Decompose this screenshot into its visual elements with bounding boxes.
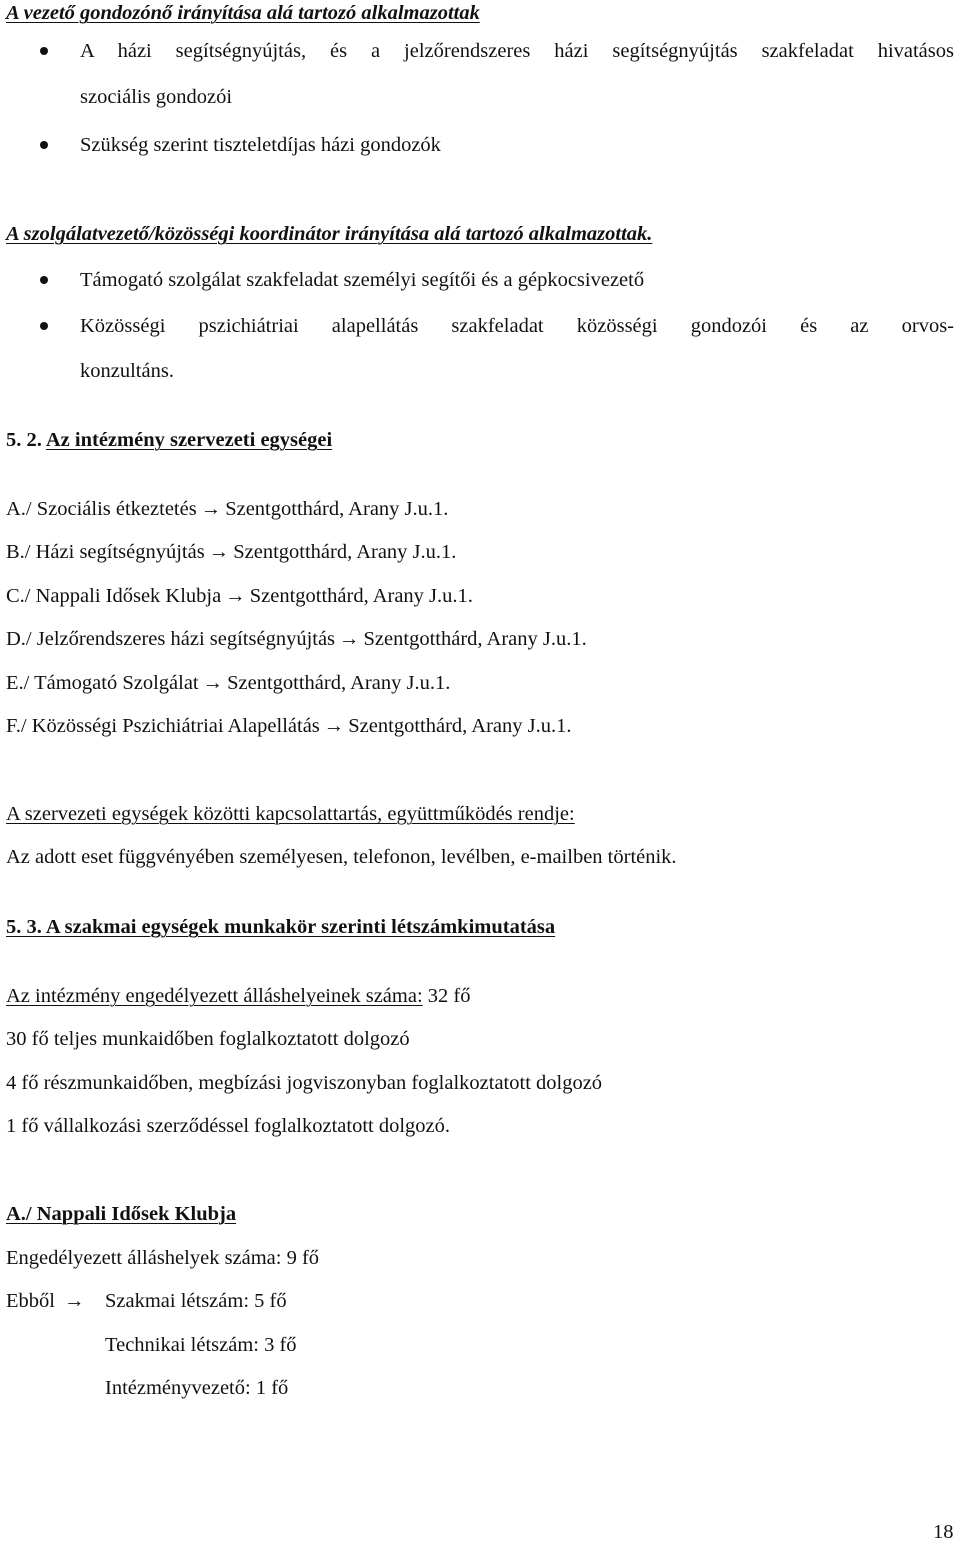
approved-positions [6, 984, 470, 1008]
unit-row-a [6, 497, 448, 521]
bullet-icon [40, 141, 48, 149]
staff-line-1: 30 fő teljes munkaidőben foglalkoztatott dolgozó [6, 1028, 410, 1050]
bullet-icon [40, 322, 48, 330]
unit-address: Szentgotthárd, Arany J.u.1. [363, 628, 587, 650]
unit-row-c [6, 584, 473, 608]
section52-title: Az intézmény szervezeti egységei [45, 429, 333, 451]
unit-row-b [6, 540, 456, 564]
section52-number: 5. 2. [6, 429, 42, 451]
club-of-which-row [6, 1289, 89, 1313]
unit-row-e [6, 671, 450, 695]
unit-address: Szentgotthárd, Arany J.u.1. [249, 585, 473, 607]
staff-line-2: 4 fő részmunkaidőben, megbízási jogviszonyban foglalkoztatott dolgozó [6, 1072, 603, 1094]
club-technical: Technikai létszám: 3 fő [105, 1334, 297, 1356]
section52-heading [6, 428, 332, 452]
unit-address: Szentgotthárd, Arany J.u.1. [225, 498, 449, 520]
unit-label: B./ Házi segítségnyújtás [6, 541, 205, 563]
club-professional: Szakmai létszám: 5 fő [105, 1290, 287, 1312]
section1-bullet2: Szükség szerint tiszteletdíjas házi gondozók [80, 134, 441, 156]
arrow-right-icon: → [339, 628, 360, 650]
unit-row-f [6, 714, 571, 738]
contact-text: Az adott eset függvényében személyesen, telefonon, levélben, e-mailben történik. [6, 846, 677, 868]
unit-label: E./ Támogató Szolgálat [6, 672, 199, 694]
section2-bullet2-line2: konzultáns. [80, 360, 174, 382]
contact-heading: A szervezeti egységek közötti kapcsolattartás, együttműködés rendje: [6, 803, 575, 825]
section53-heading: 5. 3. A szakmai egységek munkakör szerinti létszámkimutatása [6, 916, 556, 938]
arrow-right-icon: → [225, 585, 246, 607]
arrow-right-icon: → [208, 541, 230, 563]
approved-label: Az intézmény engedélyezett álláshelyeinek száma: [6, 985, 423, 1007]
unit-label: F./ Közösségi Pszichiátriai Alapellátás [6, 715, 320, 737]
section2-heading: A szolgálatvezető/közösségi koordinátor irányítása alá tartozó alkalmazottak. [6, 223, 653, 245]
unit-label: A./ Szociális étkeztetés [6, 498, 197, 520]
unit-address: Szentgotthárd, Arany J.u.1. [348, 715, 572, 737]
section2-bullet1: Támogató szolgálat szakfeladat személyi segítői és a gépkocsivezető [80, 269, 645, 291]
page-number: 18 [933, 1521, 954, 1543]
club-head: Intézményvezető: 1 fő [105, 1377, 289, 1399]
club-approved: Engedélyezett álláshelyek száma: 9 fő [6, 1247, 320, 1269]
unit-label: D./ Jelzőrendszeres házi segítségnyújtás [6, 628, 336, 650]
unit-label: C./ Nappali Idősek Klubja [6, 585, 222, 607]
approved-value: 32 fő [427, 985, 471, 1007]
arrow-right-icon: → [323, 715, 345, 737]
arrow-right-icon: → [64, 1290, 85, 1312]
arrow-right-icon: → [202, 672, 224, 694]
staff-line-3: 1 fő vállalkozási szerződéssel foglalkoztatott dolgozó. [6, 1115, 451, 1137]
bullet-icon [40, 47, 48, 55]
bullet-icon [40, 276, 48, 284]
section1-heading: A vezető gondozónő irányítása alá tartozó alkalmazottak [6, 2, 480, 24]
unit-row-d [6, 627, 587, 651]
unit-address: Szentgotthárd, Arany J.u.1. [227, 672, 451, 694]
unit-address: Szentgotthárd, Arany J.u.1. [233, 541, 457, 563]
section1-bullet1-line1: A házi segítségnyújtás, és a jelzőrendszeres házi segítségnyújtás szakfeladat hivatásos [80, 40, 954, 62]
section1-bullet1-line2: szociális gondozói [80, 86, 233, 108]
section2-bullet2-line1: Közösségi pszichiátriai alapellátás szakfeladat közösségi gondozói és az orvos- [80, 315, 954, 337]
club-heading: A./ Nappali Idősek Klubja [6, 1203, 237, 1225]
of-which-label: Ebből [6, 1290, 55, 1312]
arrow-right-icon: → [200, 498, 222, 520]
